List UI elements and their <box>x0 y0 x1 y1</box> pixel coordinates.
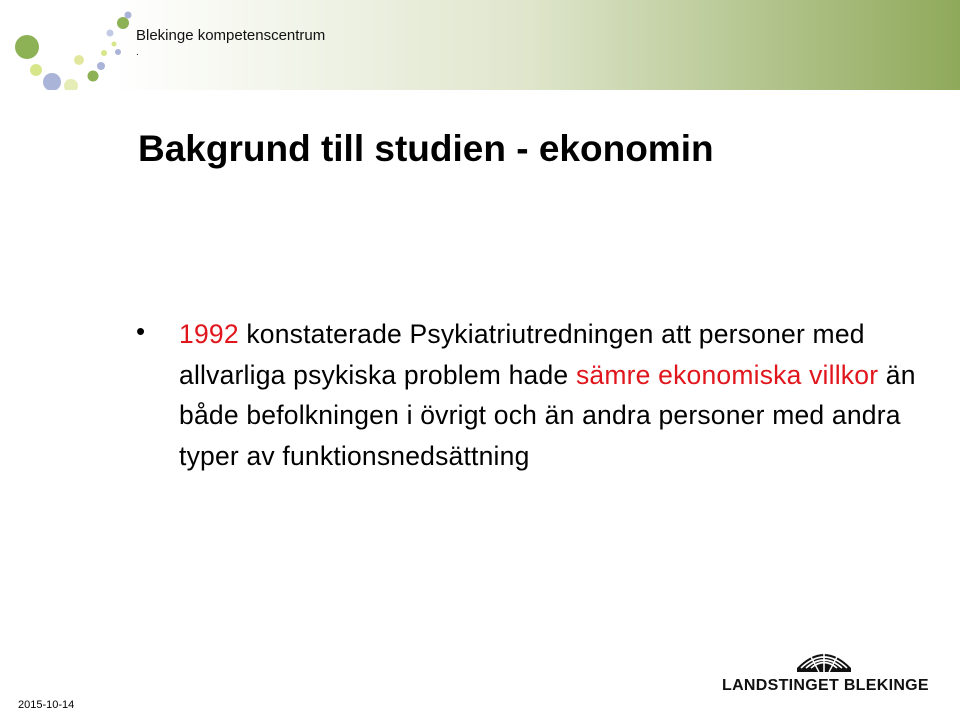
circle-green-large <box>15 35 39 59</box>
org-suffix: . <box>136 47 139 58</box>
circle-green-top <box>117 17 129 29</box>
circle-lavender-small <box>107 30 114 37</box>
bullet-segment-year: 1992 <box>179 319 247 349</box>
slide-title: Bakgrund till studien - ekonomin <box>138 128 714 169</box>
bullet-dot-icon: • <box>136 316 146 346</box>
circle-lime-small <box>74 55 84 65</box>
circle-lime <box>30 64 42 76</box>
bullet-segment-finding: konstaterade Psykiatriutredningen att personer med allvarliga psykiska problem hade <box>179 319 865 390</box>
circle-lime-tiny <box>101 50 107 56</box>
org-name: Blekinge kompetenscentrum <box>136 27 326 44</box>
header-band <box>0 0 960 90</box>
bullet-segment-emphasis: sämre ekonomiska villkor <box>575 359 886 390</box>
logo-text: LANDSTINGET BLEKINGE <box>722 677 929 694</box>
header-decoration <box>0 0 960 90</box>
circle-lavender-dot <box>115 49 121 55</box>
landstinget-logo <box>722 644 930 700</box>
landstinget-emblem-icon <box>795 644 853 674</box>
circle-green-mid <box>88 71 99 82</box>
circle-lavender-mid <box>97 62 105 70</box>
header-gradient <box>0 0 960 90</box>
bullet-item <box>179 314 924 476</box>
circle-lime-dot <box>112 42 117 47</box>
circle-lavender-top <box>125 12 132 19</box>
bullet-segment-comparison: än både befolkningen i övrigt och än andra personer med andra typer av funktionsnedsättning <box>179 359 916 471</box>
slide-date: 2015-10-14 <box>18 699 75 711</box>
